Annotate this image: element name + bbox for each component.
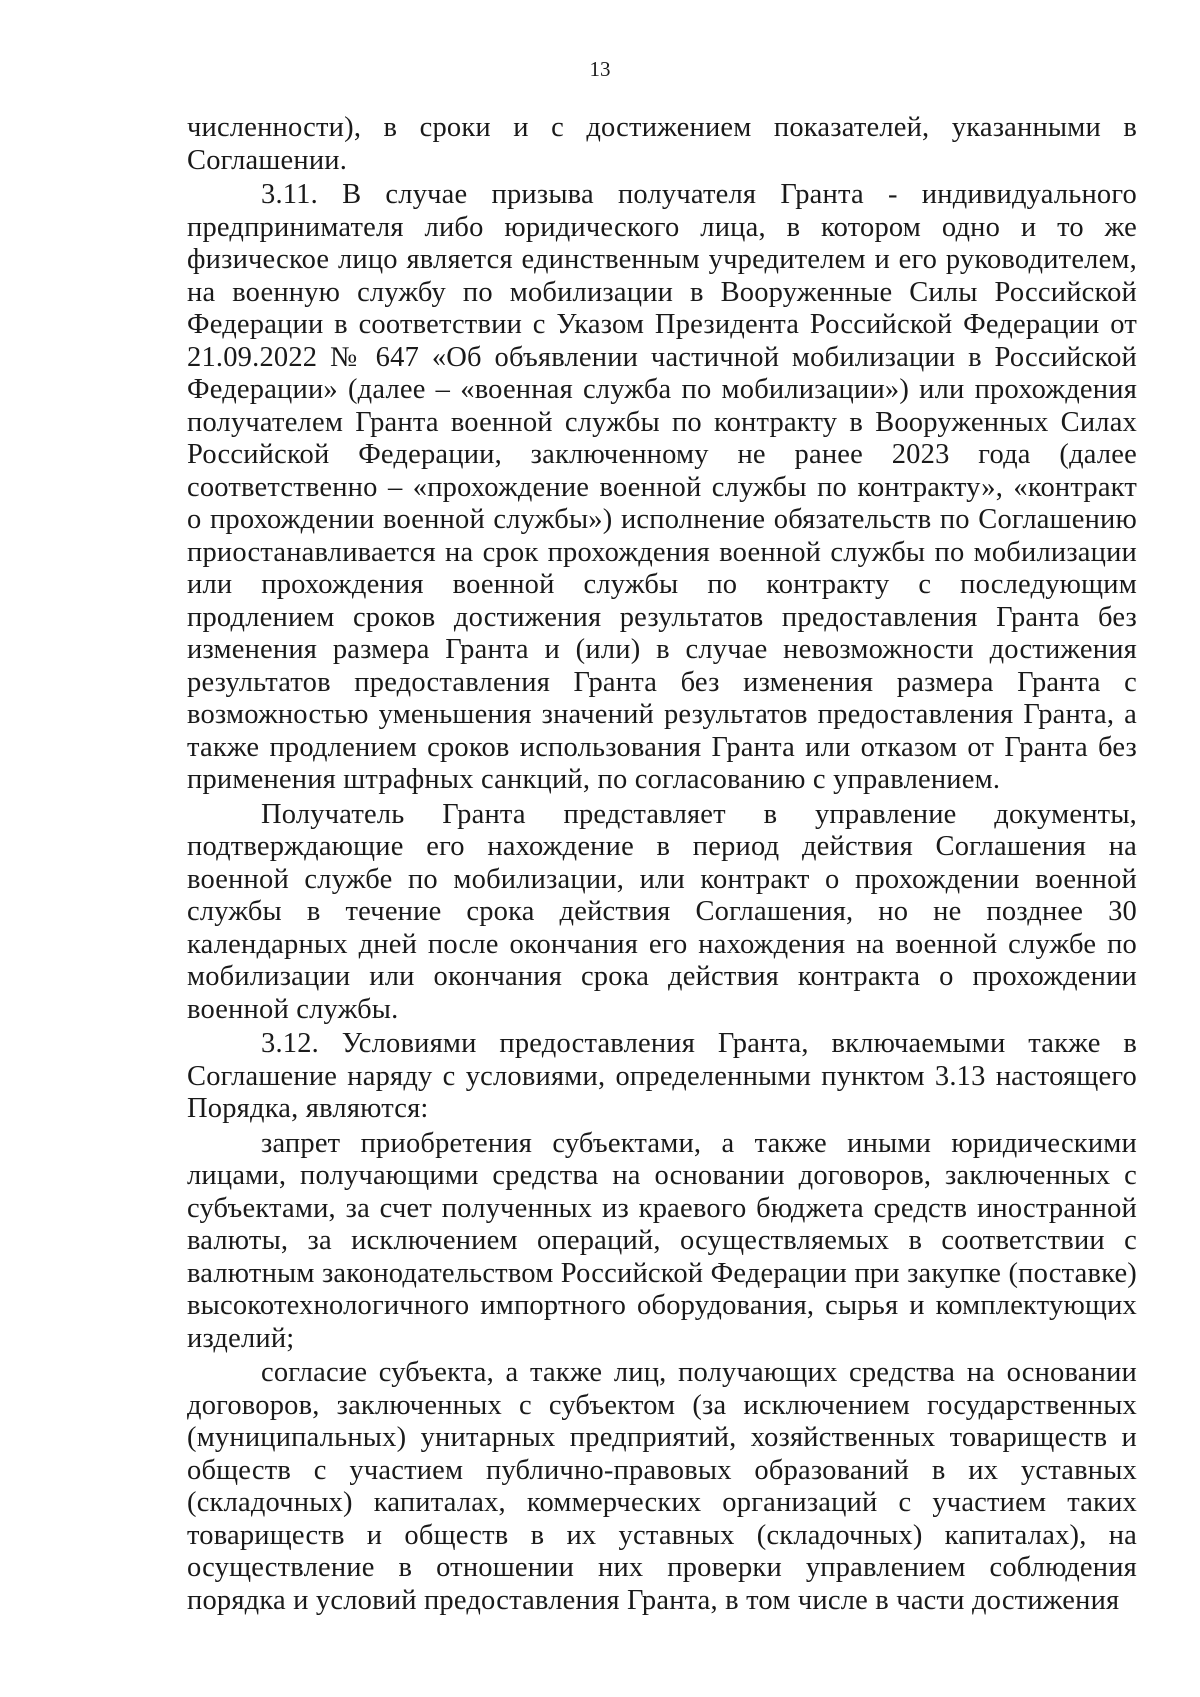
paragraph-grant-recipient-documents: Получатель Гранта представляет в управление документы, подтверждающие его нахождение в период действия Соглашения на военной службе по мобилизации, или контракт о прохождении военной службы в течение срока действия Соглашения, но не позднее 30 календарных дней после окончания его нахождения на военной службе по мобилизации или окончания срока действия контракта о прохождении военной службы.	[187, 798, 1137, 1025]
paragraph-inspection-consent: согласие субъекта, а также лиц, получающих средства на основании договоров, заключенных с субъектом (за исключением государственных (муниципальных) унитарных предприятий, хозяйственных товариществ и обществ с участием публично-правовых образований в их уставных (складочных) капиталах, коммерческих организаций с участием таких товариществ и обществ в их уставных (складочных) капиталах), на осуществление в отношении них проверки управлением соблюдения порядка и условий предоставления Гранта, в том числе в части достижения	[187, 1357, 1137, 1616]
paragraph-currency-prohibition: запрет приобретения субъектами, а также иными юридическими лицами, получающими средства на основании договоров, заключенных с субъектами, за счет полученных из краевого бюджета средств иностранной валюты, за исключением операций, осуществляемых в соответствии с валютным законодательством Российской Федерации при закупке (поставке) высокотехнологичного импортного оборудования, сырья и комплектующих изделий;	[187, 1127, 1137, 1354]
paragraph-continuation: численности), в сроки и с достижением показателей, указанными в Соглашении.	[187, 112, 1137, 176]
document-body	[187, 112, 1137, 1617]
page-number: 13	[589, 57, 611, 81]
paragraph-3-11: 3.11. В случае призыва получателя Гранта - индивидуального предпринимателя либо юридического лица, в котором одно и то же физическое лицо является единственным учредителем и его руководителем, на военную службу по мобилизации в Вооруженные Силы Российской Федерации в соответствии с Указом Президента Российской Федерации от 21.09.2022 № 647 «Об объявлении частичной мобилизации в Российской Федерации» (далее – «военная служба по мобилизации») или прохождения получателем Гранта военной службы по контракту в Вооруженных Силах Российской Федерации, заключенному не ранее 2023 года (далее соответственно – «прохождение военной службы по контракту», «контракт о прохождении военной службы») исполнение обязательств по Соглашению приостанавливается на срок прохождения военной службы по мобилизации или прохождения военной службы по контракту с последующим продлением сроков достижения результатов предоставления Гранта без изменения размера Гранта и (или) в случае невозможности достижения результатов предоставления Гранта без изменения размера Гранта с возможностью уменьшения значений результатов предоставления Гранта, а также продлением сроков использования Гранта или отказом от Гранта без применения штрафных санкций, по согласованию с управлением.	[187, 179, 1137, 795]
paragraph-3-12: 3.12. Условиями предоставления Гранта, включаемыми также в Соглашение наряду с условиями, определенными пунктом 3.13 настоящего Порядка, являются:	[187, 1028, 1137, 1124]
